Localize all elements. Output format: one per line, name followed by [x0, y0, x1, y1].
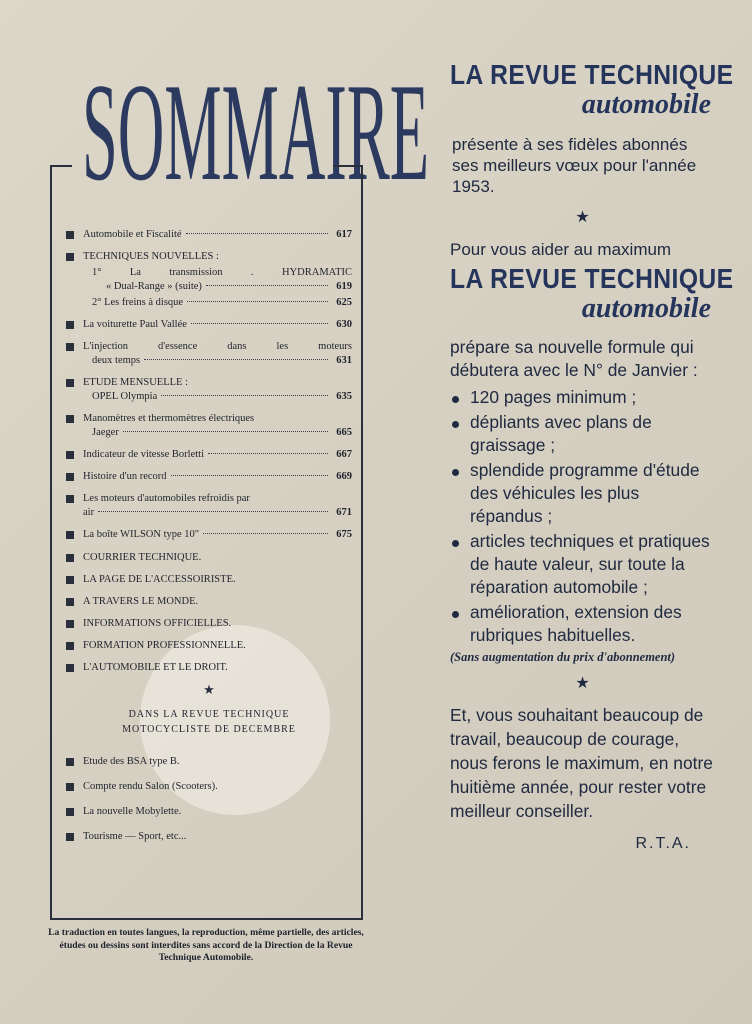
- toc-page: 630: [336, 319, 352, 330]
- upcoming-line: MOTOCYCLISTE DE DECEMBRE: [122, 724, 296, 735]
- bullet-square-icon: [66, 321, 74, 329]
- feature-item: [450, 459, 715, 528]
- toc-label: « Dual-Range » (suite): [106, 281, 202, 292]
- bullet-square-icon: [66, 758, 74, 766]
- toc-entry: [66, 595, 352, 609]
- feature-label: amélioration, extension des rubriques habituelles.: [470, 602, 682, 645]
- feature-label: articles techniques et pratiques de haute valeur, sur toute la réparation automobile ;: [470, 531, 710, 597]
- bullet-square-icon: [66, 451, 74, 459]
- toc-label: Histoire d'un record: [83, 471, 167, 482]
- toc-entry: [66, 551, 352, 565]
- star-icon: ★: [575, 675, 590, 692]
- toc-label: A TRAVERS LE MONDE.: [83, 596, 199, 607]
- upcoming-item: [66, 780, 352, 794]
- toc-entry: [66, 470, 352, 484]
- toc-label: Les moteurs d'automobiles refroidis par: [83, 493, 250, 504]
- bullet-square-icon: [66, 783, 74, 791]
- bullet-square-icon: [66, 620, 74, 628]
- toc-page: 631: [336, 355, 352, 366]
- bullet-square-icon: [66, 495, 74, 503]
- toc-label: Automobile et Fiscalité: [83, 229, 182, 240]
- bullet-square-icon: [66, 531, 74, 539]
- star-icon: ★: [575, 209, 590, 226]
- copyright-footnote: La traduction en toutes langues, la reproduction, même partielle, des articles, études ou dessins sont interdites sans accord de la Direction de la Revue Technique Automobile.: [48, 927, 364, 963]
- star-icon: ★: [203, 682, 215, 697]
- feature-item: [450, 386, 715, 409]
- upcoming-line: DANS LA REVUE TECHNIQUE: [128, 709, 290, 720]
- bullet-dot-icon: [452, 421, 459, 428]
- toc-label: COURRIER TECHNIQUE.: [83, 552, 202, 563]
- upcoming-label: Compte rendu Salon (Scooters).: [83, 781, 218, 792]
- toc-label: deux temps: [92, 355, 141, 366]
- brand-title: LA REVUE TECHNIQUE: [450, 59, 734, 90]
- toc-entry: [66, 492, 352, 520]
- toc-label: L'AUTOMOBILE ET LE DROIT.: [83, 662, 228, 673]
- formula-text: prépare sa nouvelle formule qui débutera avec le N° de Janvier :: [450, 337, 698, 380]
- sommaire-title-text: SOMMAIRE: [82, 55, 430, 210]
- toc-label: OPEL Olympia: [92, 391, 158, 402]
- toc-page: 665: [336, 427, 352, 438]
- toc-page: 619: [336, 281, 352, 292]
- toc-entry: [66, 340, 352, 368]
- toc-entry: [66, 376, 352, 404]
- upcoming-item: [66, 755, 352, 769]
- upcoming-item: [66, 805, 352, 819]
- bullet-dot-icon: [452, 469, 459, 476]
- brand-subtitle: automobile: [581, 293, 711, 324]
- bullet-square-icon: [66, 379, 74, 387]
- intro-text: présente à ses fidèles abonnés ses meilleurs vœux pour l'année 1953.: [452, 135, 697, 196]
- upcoming-label: Tourisme — Sport, etc...: [83, 831, 187, 842]
- bullet-square-icon: [66, 598, 74, 606]
- toc-page: 617: [336, 229, 352, 240]
- toc-label: LA PAGE DE L'ACCESSOIRISTE.: [83, 574, 236, 585]
- toc-entry: [66, 412, 352, 440]
- toc-label: Jaeger: [92, 427, 119, 438]
- toc-label: air: [83, 507, 95, 518]
- toc-entry: [66, 617, 352, 631]
- price-note: (Sans augmentation du prix d'abonnement): [450, 650, 676, 664]
- toc-label: La voiturette Paul Vallée: [83, 319, 187, 330]
- table-of-contents: [66, 228, 352, 855]
- brand-title: LA REVUE TECHNIQUE: [450, 263, 734, 294]
- announcement: [450, 59, 734, 853]
- toc-label: FORMATION PROFESSIONNELLE.: [83, 640, 246, 651]
- bullet-square-icon: [66, 554, 74, 562]
- feature-item: [450, 601, 715, 647]
- toc-page: 635: [336, 391, 352, 402]
- upcoming-heading: [66, 707, 352, 737]
- bullet-square-icon: [66, 833, 74, 841]
- toc-entry: [66, 639, 352, 653]
- upcoming-item: [66, 830, 352, 844]
- bullet-square-icon: [66, 664, 74, 672]
- bullet-dot-icon: [452, 396, 459, 403]
- toc-label: Indicateur de vitesse Borletti: [83, 449, 205, 460]
- feature-item: [450, 530, 715, 599]
- toc-page: 675: [336, 529, 352, 540]
- toc-label: Manomètres et thermomètres électriques: [83, 413, 255, 424]
- toc-subentry: [66, 266, 352, 294]
- bullet-square-icon: [66, 415, 74, 423]
- aid-text: Pour vous aider au maximum: [450, 240, 672, 259]
- toc-label: INFORMATIONS OFFICIELLES.: [83, 618, 232, 629]
- bullet-square-icon: [66, 473, 74, 481]
- toc-label: 2° Les freins à disque: [92, 297, 184, 308]
- toc-subentry: [66, 296, 352, 310]
- toc-page: 671: [336, 507, 352, 518]
- bullet-square-icon: [66, 576, 74, 584]
- feature-item: [450, 411, 715, 457]
- toc-entry: [66, 573, 352, 587]
- bullet-square-icon: [66, 231, 74, 239]
- toc-page: 669: [336, 471, 352, 482]
- toc-label: 1° La transmission . HYDRAMATIC: [92, 267, 352, 278]
- bullet-dot-icon: [452, 611, 459, 618]
- feature-list: [450, 386, 715, 647]
- toc-label: La boîte WILSON type 10": [83, 529, 200, 540]
- toc-entry: [66, 250, 352, 264]
- brand-subtitle: automobile: [581, 89, 711, 120]
- bullet-square-icon: [66, 253, 74, 261]
- toc-label: ETUDE MENSUELLE :: [83, 377, 188, 388]
- toc-label: TECHNIQUES NOUVELLES :: [83, 251, 219, 262]
- toc-label: L'injection d'essence dans les moteurs: [83, 341, 352, 352]
- toc-entry: [66, 661, 352, 675]
- closing-text: Et, vous souhaitant beaucoup de travail, beaucoup de courage, nous ferons le maximum, en notre huitième année, pour rester votre meilleur conseiller.: [450, 705, 713, 821]
- upcoming-label: Etude des BSA type B.: [83, 756, 180, 767]
- signature: R.T.A.: [635, 835, 691, 852]
- toc-entry: [66, 528, 352, 542]
- toc-entry: [66, 448, 352, 462]
- feature-label: 120 pages minimum ;: [470, 387, 637, 407]
- bullet-square-icon: [66, 808, 74, 816]
- feature-label: dépliants avec plans de graissage ;: [470, 412, 652, 455]
- bullet-dot-icon: [452, 540, 459, 547]
- bullet-square-icon: [66, 642, 74, 650]
- bullet-square-icon: [66, 343, 74, 351]
- toc-entry: [66, 318, 352, 332]
- feature-label: splendide programme d'étude des véhicules les plus répandus ;: [470, 460, 700, 526]
- upcoming-label: La nouvelle Mobylette.: [83, 806, 182, 817]
- toc-entry: [66, 228, 352, 242]
- toc-page: 625: [336, 297, 352, 308]
- toc-page: 667: [336, 449, 352, 460]
